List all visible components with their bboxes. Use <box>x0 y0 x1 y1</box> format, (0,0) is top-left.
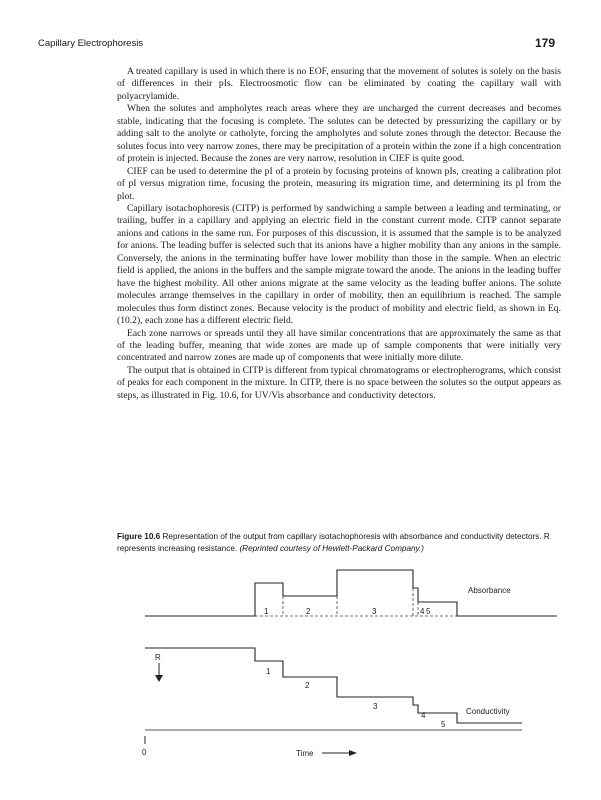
axis-zero-label: 0 <box>142 748 147 757</box>
zone-label: 2 <box>306 607 311 616</box>
isotachophoresis-figure <box>0 560 601 800</box>
zone-label: 5 <box>426 607 431 616</box>
paragraph: Capillary isotachophoresis (CITP) is performed by sandwiching a sample between a leading and terminating, or trailing, buffer in a capillary and applying an electric field in the constant current mode. CITP cannot separate anions and cations in the same run. For purposes of this discussion, it is assumed that the sample is to be analyzed for anions. The leading buffer is selected such that its anions have a higher mobility than any anions in the sample. Conversely, the anions in the terminating buffer have lower mobility than those in the sample. When an electric field is applied, the anions in the buffers and the sample migrate toward the anode. The anions in the leading buffer have the highest mobility. All other anions migrate at the same velocity as the leading buffer anions. The solute molecules arrange themselves in the capillary in order of mobility, then an equilibrium is reached. The sample molecules thus form distinct zones. Because velocity is the product of mobility and electric field, as shown in Eq. (10.2), each zone has a different electric field. <box>117 202 561 327</box>
figure-credit: (Reprinted courtesy of Hewlett-Packard Company.) <box>239 544 425 553</box>
paragraph: CIEF can be used to determine the pI of a protein by focusing proteins of known pIs, creating a calibration plot of pI versus migration time, focusing the protein, measuring its migration time, and determining its pI from the plot. <box>117 165 561 202</box>
conductivity-label: Conductivity <box>466 707 510 716</box>
running-head <box>38 36 555 52</box>
time-axis-label: Time <box>296 749 314 758</box>
paragraph: Each zone narrows or spreads until they all have similar concentrations that are approximately the same as that of the leading buffer, meaning that wide zones are made up of sample components that were initially very concentrated and narrow zones are made up of components that were initially more dilute. <box>117 327 561 364</box>
zone-label: 4 <box>420 607 425 616</box>
zone-label: 3 <box>372 607 377 616</box>
figure-caption-text: Representation of the output from capillary isotachophoresis with absorbance and conductivity detectors. R represents increasing resistance. <box>117 532 550 553</box>
absorbance-label: Absorbance <box>468 586 511 595</box>
zone-label: 3 <box>373 702 378 711</box>
down-arrow-icon <box>155 675 163 682</box>
page-number: 179 <box>534 36 555 50</box>
zone-label: 1 <box>266 667 271 676</box>
zone-label: 5 <box>441 720 446 729</box>
figure-caption <box>117 531 561 555</box>
right-arrow-icon <box>349 750 357 756</box>
zone-label: 1 <box>264 607 269 616</box>
figure-label: Figure 10.6 <box>117 532 161 541</box>
resistance-label: R <box>155 653 161 662</box>
section-title: Capillary Electrophoresis <box>38 38 144 49</box>
body-text <box>117 66 561 402</box>
zone-label: 2 <box>305 681 310 690</box>
paragraph: A treated capillary is used in which there is no EOF, ensuring that the movement of solutes is solely on the basis of differences in their pIs. Electroosmotic flow can be eliminated by coating the capillary wall with polyacrylamide. <box>117 66 561 102</box>
zone-label: 4 <box>421 711 426 720</box>
paragraph: When the solutes and ampholytes reach areas where they are uncharged the current decreases and becomes stable, indicating that the focusing is complete. The solutes can be detected by pressurizing the capillary or by adding salt to the anolyte or catholyte, forcing the ampholytes and solute zones through the detector. Because the solutes focus into very narrow zones, there may be precipitation of a protein within the zone if a high concentration of protein is injected. Because the zones are very narrow, resolution in CIEF is quite good. <box>117 103 561 165</box>
paragraph: The output that is obtained in CITP is different from typical chromatograms or electropherograms, which consist of peaks for each component in the mixture. In CITP, there is no space between the solutes so the output appears as steps, as illustrated in Fig. 10.6, for UV/Vis absorbance and conductivity detectors. <box>117 364 561 401</box>
